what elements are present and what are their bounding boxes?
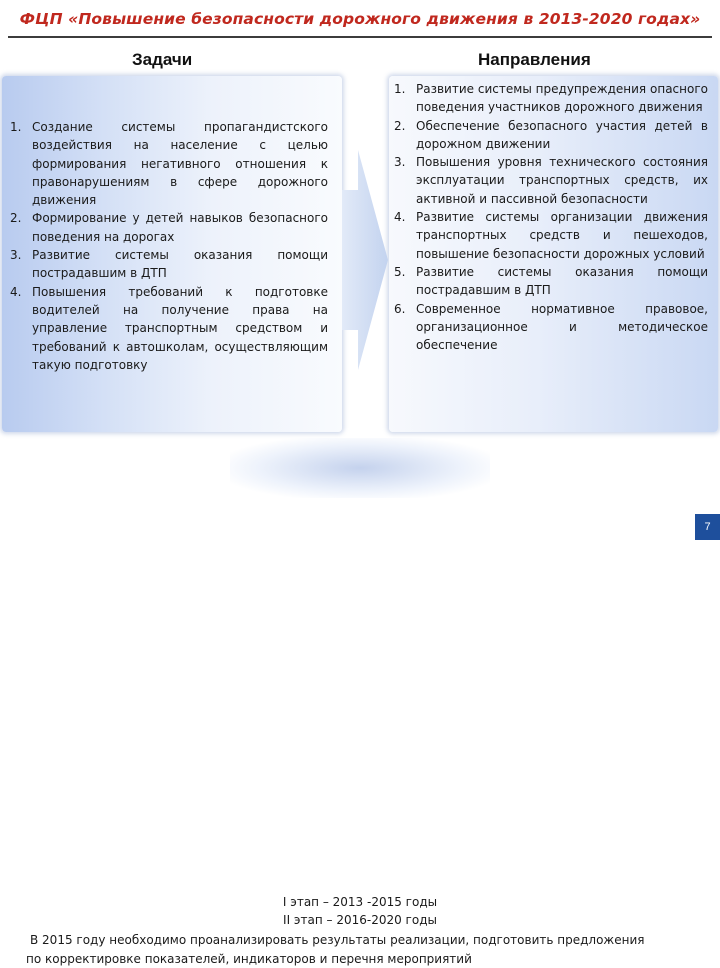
list-item: 4. Повышения требований к подготовке водителей на получение права на управление транспортным средством и требований к автошколам, осуществляющим такую подготовку (10, 284, 328, 372)
page-number-badge: 7 (695, 514, 720, 540)
list-item: 4. Развитие системы организации движения транспортных средств и пешеходов, повышение безопасности дорожных условий (394, 210, 708, 261)
list-item: 6. Современное нормативное правовое, организационное и методическое обеспечение (394, 301, 708, 353)
list-item: 3. Развитие системы оказания помощи пострадавшим в ДТП (10, 248, 328, 281)
list-item: 1. Создание системы пропагандистского воздействия на население с целью формирования негативного отношения к правонарушениям в сфере дорожного движения (10, 120, 328, 208)
tasks-list (10, 118, 328, 374)
tasks-heading: Задачи (132, 50, 193, 69)
page-title: ФЦП «Повышение безопасности дорожного движения в 2013-2020 годах» (19, 10, 701, 28)
list-item: 3. Повышения уровня технического состояния эксплуатации транспортных средств, их активной и пассивной безопасности (394, 155, 708, 206)
stage-1-text: I этап – 2013 -2015 годы (282, 895, 438, 909)
directions-heading: Направления (478, 50, 591, 69)
title-divider (8, 36, 712, 38)
arrow-right-icon (342, 150, 388, 370)
list-item: 5. Развитие системы оказания помощи пострадавшим в ДТП (394, 264, 708, 298)
stage-2-text: II этап – 2016-2020 годы (283, 913, 437, 927)
list-item: 2. Обеспечение безопасного участия детей в дорожном движении (394, 118, 708, 151)
note-line-2: по корректировке показателей, индикаторов и перечня мероприятий (26, 952, 472, 966)
directions-list (394, 80, 708, 354)
list-item: 2. Формирование у детей навыков безопасного поведения на дорогах (10, 211, 328, 244)
stages-block (0, 440, 720, 966)
note-line-1: В 2015 году необходимо проанализировать результаты реализации, подготовить предложения (30, 933, 645, 947)
list-item: 1. Развитие системы предупреждения опасного поведения участников дорожного движения (394, 82, 708, 115)
